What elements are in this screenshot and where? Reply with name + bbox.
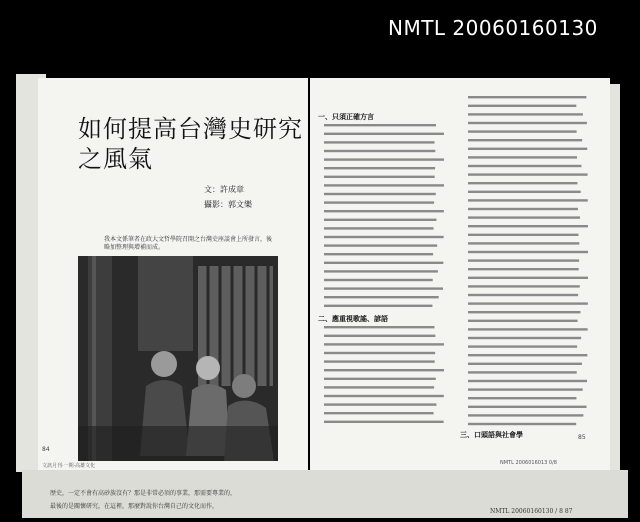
text-line: [468, 165, 581, 167]
text-line: [468, 345, 577, 347]
text-line: [324, 412, 434, 414]
section-heading: 一、只須正確方言: [318, 112, 374, 121]
text-line: [324, 403, 436, 405]
photo-illustration: [78, 256, 278, 461]
text-line: [468, 216, 580, 218]
text-line: [324, 219, 436, 221]
back-page-strip: [22, 470, 628, 518]
text-line: [324, 279, 433, 281]
text-line: [468, 96, 586, 98]
text-line: [324, 141, 434, 143]
back-strip-folio: NMTL 20060160130 / 8 87: [490, 508, 573, 515]
text-line: [324, 386, 434, 388]
archive-id: NMTL 20060160130: [388, 16, 598, 40]
text-line: [468, 294, 578, 296]
right-page-number: 85: [578, 434, 586, 441]
text-line: [468, 268, 579, 270]
lede-text: 我本文係筆者在政大文哲學院召開之台灣史座談會上所發言，後略加整理與增補而成。: [104, 236, 273, 251]
text-line: [468, 320, 578, 322]
text-line: [468, 234, 578, 236]
photographer-credit: 攝影：郭文樂: [204, 200, 252, 209]
text-line: [468, 173, 588, 175]
left-page: [38, 78, 308, 470]
text-line: [468, 182, 577, 184]
text-line: [324, 335, 435, 337]
text-line: [324, 352, 435, 354]
text-line: [324, 167, 435, 169]
text-line: [468, 259, 579, 261]
text-line: [468, 208, 578, 210]
text-line: [324, 236, 444, 238]
text-line: [324, 184, 444, 186]
text-line: [468, 130, 577, 132]
text-line: [468, 423, 576, 425]
text-line: [468, 105, 576, 107]
text-line: [468, 139, 582, 141]
author-credit: 文：許成章: [204, 185, 244, 194]
text-line: [468, 380, 587, 382]
text-line: [468, 302, 588, 304]
text-line: [324, 369, 444, 371]
text-line: [468, 191, 581, 193]
left-page-number: 84: [42, 446, 50, 453]
text-line: [324, 343, 444, 345]
text-line: [324, 305, 432, 307]
text-line: [468, 414, 583, 416]
text-line: [324, 176, 435, 178]
section-heading: 三、口頭語與社會學: [460, 430, 523, 439]
text-line: [468, 388, 583, 390]
elderly-men-photo: [78, 256, 278, 461]
text-line: [468, 242, 579, 244]
text-line: [324, 158, 444, 160]
text-line: [468, 199, 588, 201]
back-strip-line: 歷史，一定不會有高砂族沒有？那是非常必須的事業，那需要專業的，: [50, 490, 237, 497]
text-line: [324, 210, 444, 212]
text-line: [324, 360, 435, 362]
text-line: [324, 287, 443, 289]
article-title-line: 之風氣: [78, 145, 153, 173]
text-line: [324, 421, 444, 423]
text-line: [324, 296, 439, 298]
text-line: [468, 371, 577, 373]
text-line: [468, 354, 587, 356]
text-line: [324, 201, 434, 203]
text-line: [468, 363, 582, 365]
text-line: [468, 277, 588, 279]
text-line: [324, 262, 443, 264]
article-title-line: 如何提高台灣史研究: [78, 115, 303, 143]
text-line: [468, 397, 576, 399]
text-line: [468, 328, 588, 330]
text-line: [324, 150, 435, 152]
section-heading: 二、應重視歌謠、諺語: [318, 314, 388, 323]
text-line: [324, 193, 436, 195]
text-line: [468, 156, 577, 158]
text-line: [324, 253, 433, 255]
text-line: [324, 227, 434, 229]
article-title: [78, 114, 303, 174]
body-text-columns: [310, 78, 610, 470]
right-page: [310, 78, 610, 470]
left-page-footer: 文訊月刊·一期·高雄文化: [42, 463, 96, 469]
text-line: [468, 406, 587, 408]
text-line: [468, 337, 581, 339]
right-page-footer: NMTL 2006016013 0/8: [500, 460, 557, 466]
text-line: [468, 113, 583, 115]
text-line: [324, 124, 436, 126]
text-line: [324, 133, 444, 135]
text-line: [468, 311, 580, 313]
text-line: [324, 244, 437, 246]
text-line: [324, 378, 436, 380]
text-line: [324, 270, 438, 272]
text-line: [468, 285, 580, 287]
text-line: [468, 148, 587, 150]
back-strip-line: 最後的是關懷研究，在這裡，那麼對說你台灣自己的文化而作，: [50, 503, 219, 510]
text-line: [468, 122, 587, 124]
text-line: [468, 251, 588, 253]
text-line: [324, 326, 434, 328]
text-line: [324, 395, 444, 397]
text-line: [468, 225, 588, 227]
